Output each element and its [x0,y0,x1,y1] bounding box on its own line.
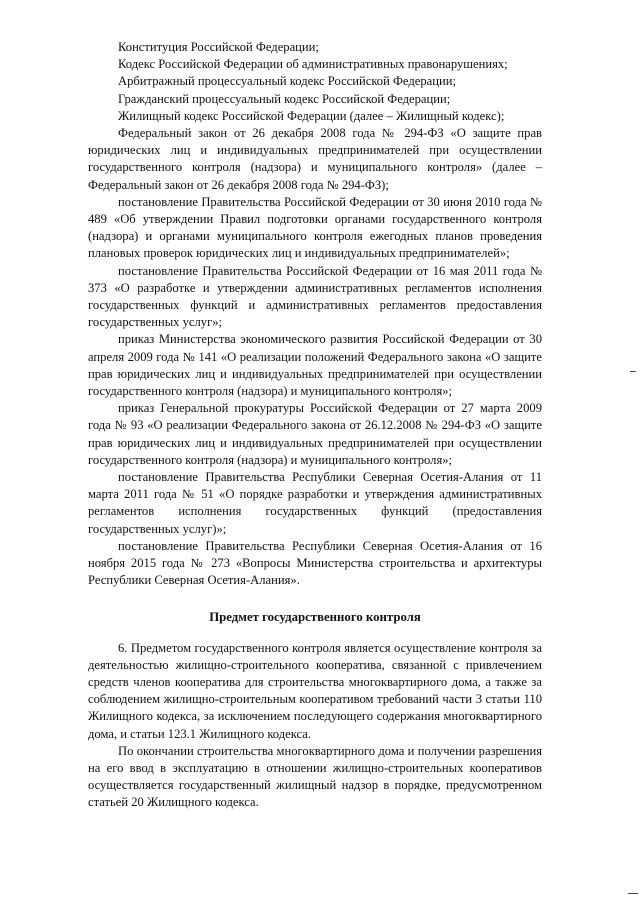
section-heading: Предмет государственного контроля [209,609,421,624]
list-item: постановление Правительства Российской Федерации от 30 июня 2010 года № 489 «Об утверждении Правил подготовки органами государственного контроля (надзора) и органами муниципального контроля ежегодных планов проведения плановых проверок юридических лиц и индивидуальных предпринимателей»; [88,194,542,261]
list-item: постановление Правительства Республики Северная Осетия-Алания от 11 марта 2011 года № 51 «О порядке разработки и утверждения административных регламентов исполнения государственных функций (предоставления государственных услуг)»; [88,470,542,536]
list-item: Арбитражный процессуальный кодекс Российской Федерации; [118,74,456,89]
section-paragraph: По окончании строительства многоквартирного дома и получении разрешения на его ввод в эксплуатацию в отношении жилищно-строительных кооперативов осуществляется государственный жилищный надзор в порядке, предусмотренном статьей 20 Жилищного кодекса. [88,743,542,810]
list-item: Кодекс Российской Федерации об административных правонарушениях; [118,57,508,72]
list-item: Гражданский процессуальный кодекс Российской Федерации; [118,91,451,106]
scan-mark [630,371,636,372]
scan-mark [628,893,638,894]
list-item: постановление Правительства Республики Северная Осетия-Алания от 16 ноября 2015 года № 273 «Вопросы Министерства строительства и архитектуры Республики Северная Осетия-Алания». [88,538,542,588]
document-page [88,39,542,812]
list-item: Жилищный кодекс Российской Федерации (далее – Жилищный кодекс); [118,108,505,123]
list-item: приказ Министерства экономического развития Российской Федерации от 30 апреля 2009 года № 141 «О реализации положений Федерального закона «О защите прав юридических лиц и индивидуальных предпринимателей при осуществлении государственного контроля (надзора) и муниципального контроля»; [88,332,542,399]
list-item: приказ Генеральной прокуратуры Российской Федерации от 27 марта 2009 года № 93 «О реализации Федерального закона от 26.12.2008 № 294-ФЗ «О защите прав юридических лиц и индивидуальных предпринимателей при осуществлении государственного контроля (надзора) и муниципального контроля»; [88,401,542,467]
list-item: постановление Правительства Российской Федерации от 16 мая 2011 года № 373 «О разработке и утверждении административных регламентов исполнения государственных функций и административных регламентов предоставления государственных услуг»; [88,263,542,330]
list-item: Федеральный закон от 26 декабря 2008 года № 294-ФЗ «О защите прав юридических лиц и индивидуальных предпринимателей при осуществлении государственного контроля (надзора) и муниципального контроля» (далее – Федеральный закон от 26 декабря 2008 года № 294-ФЗ); [88,126,542,192]
list-item: Конституция Российской Федерации; [118,40,319,54]
section-paragraph: 6. Предметом государственного контроля является осуществление контроля за деятельностью жилищно-строительного кооператива, связанной с привлечением средств членов кооператива для строительства многоквартирного дома, а также за соблюдением жилищно-строительным кооперативом требований части 3 статьи 110 Жилищного кодекса, за исключением последующего содержания многоквартирного дома, и статьи 123.1 Жилищного кодекса. [88,640,542,741]
